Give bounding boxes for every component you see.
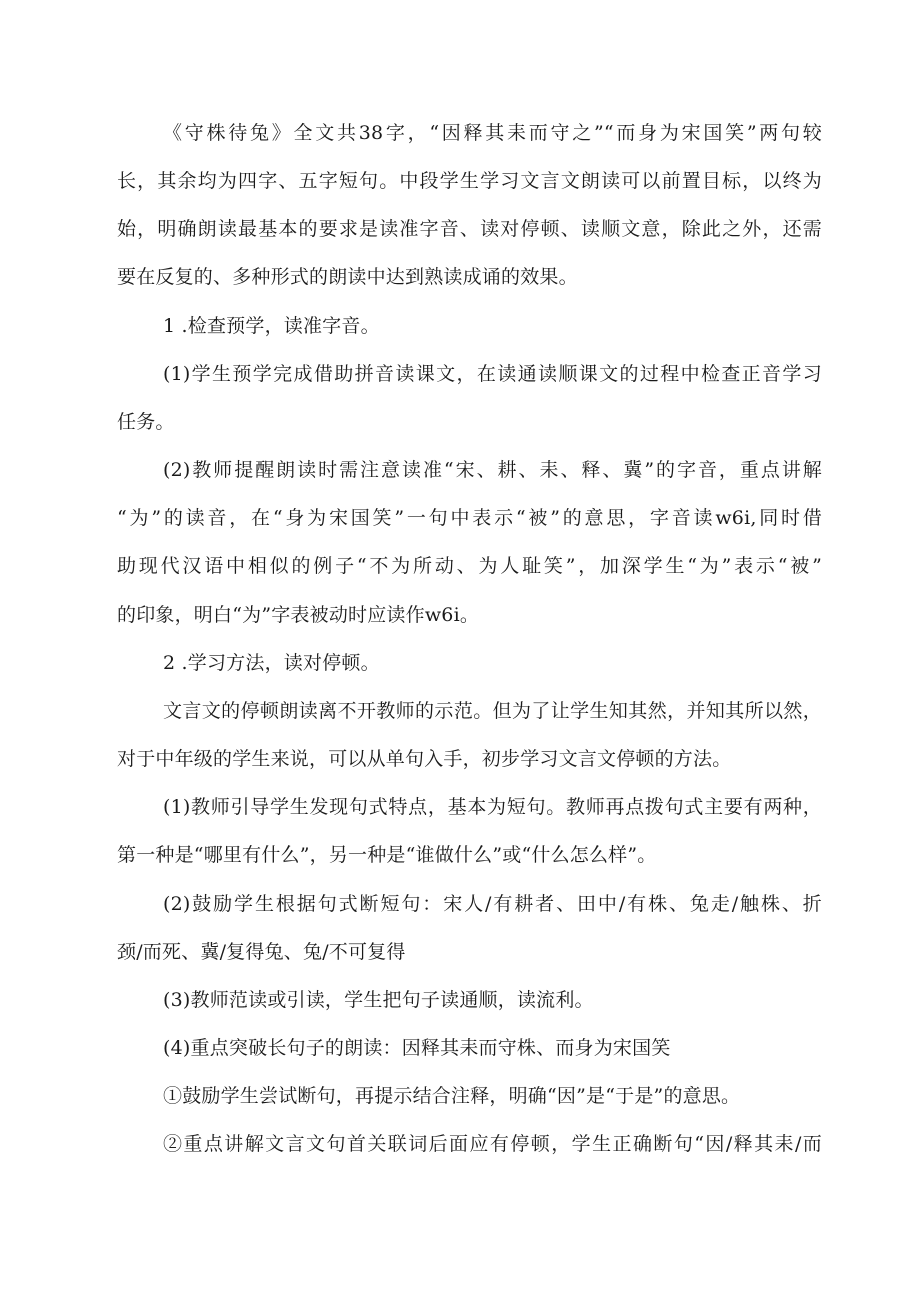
paragraph-line: (2)鼓励学生根据句式断短句：宋人/有耕者、田中/有株、兔走/触株、折 [163,893,822,915]
paragraph-line: 始，明确朗读最基本的要求是读准字音、读对停顿、读顺文意，除此之外，还需 [117,218,822,240]
paragraph-line: 要在反复的、多种形式的朗读中达到熟读成诵的效果。 [117,266,578,288]
paragraph-line: (4)重点突破长句子的朗读：因释其耒而守株、而身为宋国笑 [163,1037,671,1059]
paragraph-line: ①鼓励学生尝试断句，再提示结合注释，明确“因”是“于是”的意思。 [163,1085,741,1107]
paragraph-line: 第一种是“哪里有什么”，另一种是“谁做什么”或“什么怎么样”。 [117,844,657,866]
paragraph-line: 助现代汉语中相似的例子“不为所动、为人耻笑”，加深学生“为”表示“被” [117,555,822,577]
paragraph-line: 颈/而死、冀/复得兔、兔/不可复得 [117,941,406,963]
paragraph-line: (1)教师引导学生发现句式特点，基本为短句。教师再点拨句式主要有两种， [163,796,822,818]
paragraph-line: (1)学生预学完成借助拼音读课文，在读通读顺课文的过程中检查正音学习 [163,363,822,385]
paragraph-line: 长，其余均为四字、五字短句。中段学生学习文言文朗读可以前置目标，以终为 [117,170,822,192]
section-heading: 1 .检查预学，读准字音。 [163,315,380,337]
paragraph-line: ②重点讲解文言文句首关联词后面应有停顿，学生正确断句“因/释其耒/而 [163,1133,822,1155]
paragraph-line: 任务。 [117,411,175,433]
paragraph-line: 文言文的停顿朗读离不开教师的示范。但为了让学生知其然，并知其所以然， [163,700,822,722]
paragraph-line: (2)教师提醒朗读时需注意读准“宋、耕、耒、释、冀”的字音，重点讲解 [163,459,822,481]
paragraph-line: “为”的读音，在“身为宋国笑”一句中表示“被”的意思，字音读w6i,同时借 [117,507,822,529]
paragraph-line: 的印象，明白“为”字表被动时应读作w6i。 [117,604,480,626]
paragraph-line: 对于中年级的学生来说，可以从单句入手，初步学习文言文停顿的方法。 [117,748,732,770]
section-heading: 2 .学习方法，读对停顿。 [163,652,380,674]
paragraph-line: (3)教师范读或引读，学生把句子读通顺，读流利。 [163,989,594,1011]
paragraph-line: 《守株待兔》全文共38字，“因释其耒而守之”“而身为宋国笑”两句较 [163,122,822,144]
